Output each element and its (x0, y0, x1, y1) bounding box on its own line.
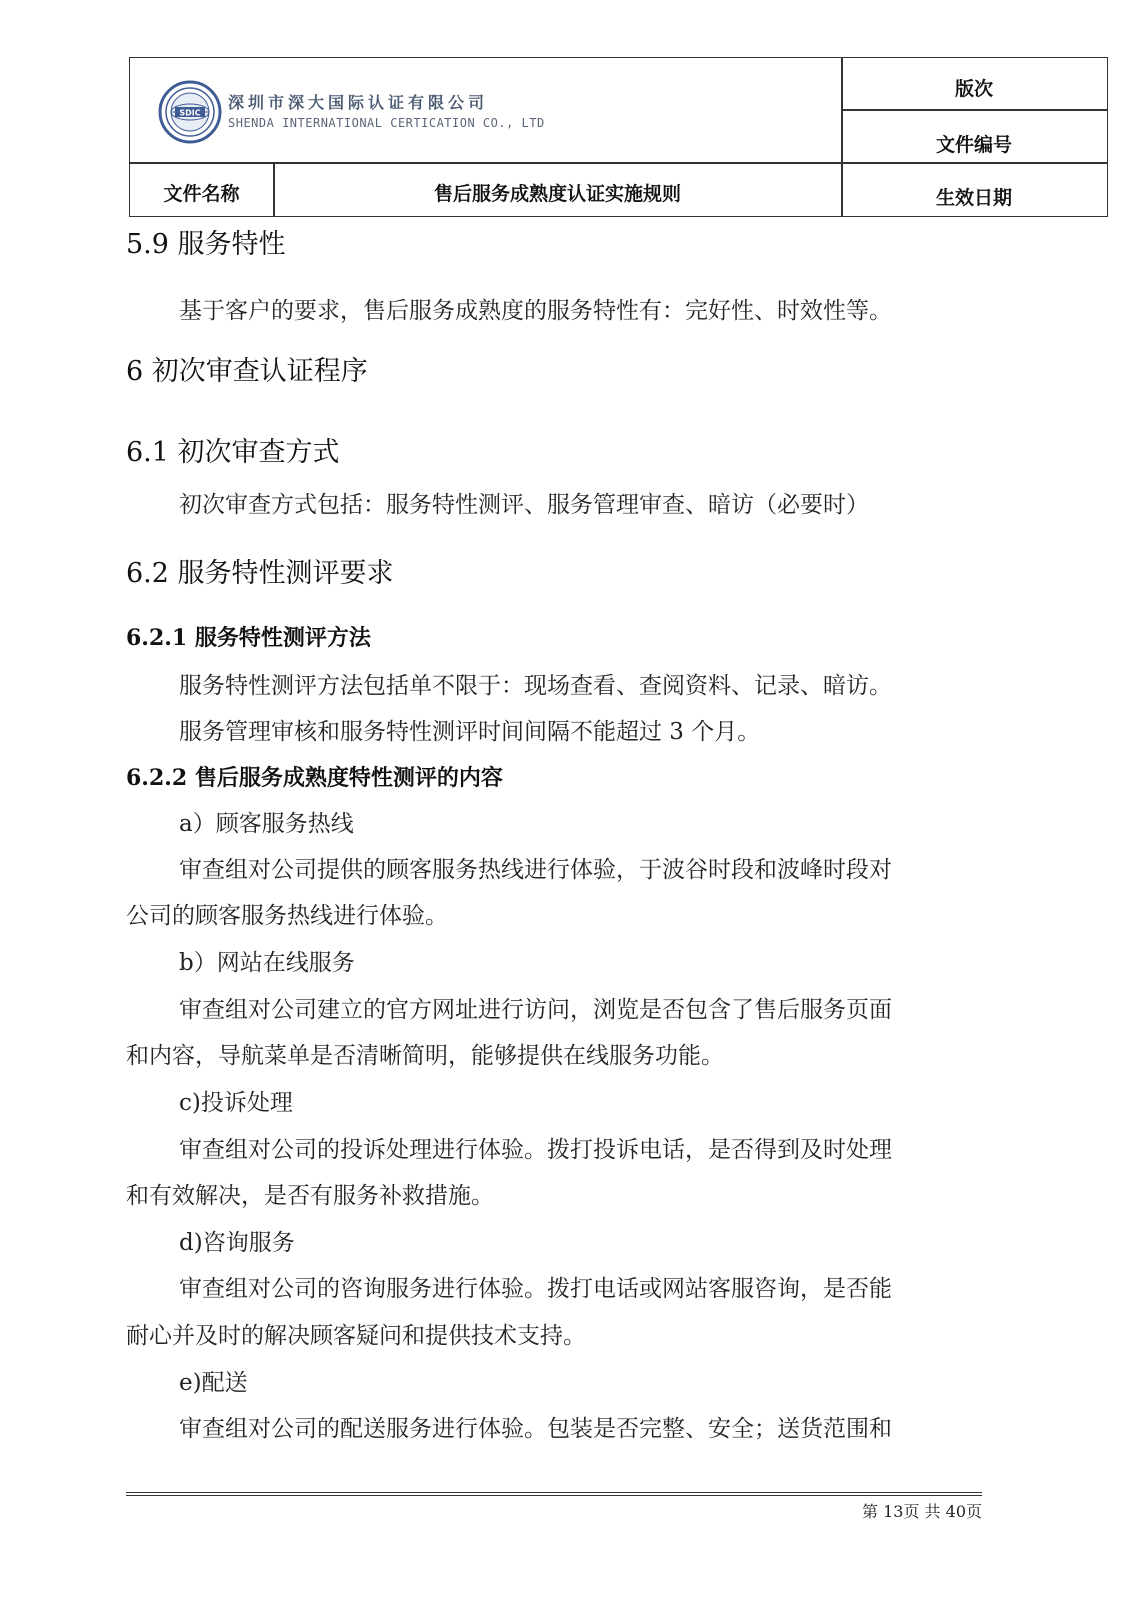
paragraph: 和内容，导航菜单是否清晰简明，能够提供在线服务功能。 (126, 1043, 724, 1069)
file-name-label: 文件名称 (163, 183, 240, 205)
company-seal-icon (158, 80, 222, 144)
paragraph: 耐心并及时的解决顾客疑问和提供技术支持。 (126, 1323, 586, 1349)
list-item-title: c)投诉处理 (179, 1090, 293, 1116)
header-divider (130, 162, 1107, 164)
company-name-en: SHENDA INTERNATIONAL CERTICATION CO., LTD (228, 116, 545, 130)
list-item-title: a）顾客服务热线 (179, 811, 354, 837)
company-name-cn: 深圳市深大国际认证有限公司 (228, 93, 489, 112)
paragraph: 审查组对公司的咨询服务进行体验。拨打电话或网站客服咨询，是否能 (179, 1276, 892, 1302)
svg-text:SDIC: SDIC (179, 108, 201, 118)
paragraph: 初次审查方式包括：服务特性测评、服务管理审查、暗访（必要时） (179, 492, 869, 518)
list-item-title: e)配送 (179, 1370, 248, 1396)
paragraph: 公司的顾客服务热线进行体验。 (126, 903, 448, 929)
header-divider (841, 109, 1107, 111)
section-heading-6-2-1: 6.2.1 服务特性测评方法 (126, 625, 371, 651)
list-item-title: d)咨询服务 (179, 1230, 295, 1256)
section-heading-6-2-2: 6.2.2 售后服务成熟度特性测评的内容 (126, 765, 503, 791)
file-name-value: 售后服务成熟度认证实施规则 (433, 183, 681, 205)
section-heading-6-2: 6.2 服务特性测评要求 (126, 558, 394, 589)
paragraph: 服务特性测评方法包括单不限于：现场查看、查阅资料、记录、暗访。 (179, 673, 892, 699)
document-header-table (129, 57, 1108, 217)
footer-rule (126, 1495, 982, 1496)
section-heading-6-1: 6.1 初次审查方式 (126, 437, 340, 468)
page-number: 第 13页 共 40页 (862, 1502, 982, 1521)
paragraph: 和有效解决，是否有服务补救措施。 (126, 1183, 494, 1209)
list-item-title: b）网站在线服务 (179, 950, 355, 976)
paragraph: 服务管理审核和服务特性测评时间间隔不能超过 3 个月。 (179, 719, 761, 745)
paragraph: 审查组对公司建立的官方网址进行访问，浏览是否包含了售后服务页面 (179, 997, 892, 1023)
company-logo (158, 80, 838, 150)
paragraph: 审查组对公司提供的顾客服务热线进行体验，于波谷时段和波峰时段对 (179, 857, 892, 883)
paragraph: 基于客户的要求，售后服务成熟度的服务特性有：完好性、时效性等。 (179, 298, 892, 324)
version-label: 版次 (954, 78, 993, 100)
effective-date-label: 生效日期 (935, 187, 1012, 209)
footer-rule (126, 1492, 982, 1493)
paragraph: 审查组对公司的配送服务进行体验。包装是否完整、安全；送货范围和 (179, 1416, 892, 1442)
section-heading-6: 6 初次审查认证程序 (126, 356, 368, 387)
section-heading-5-9: 5.9 服务特性 (126, 229, 286, 260)
doc-number-label: 文件编号 (935, 134, 1012, 156)
paragraph: 审查组对公司的投诉处理进行体验。拨打投诉电话，是否得到及时处理 (179, 1137, 892, 1163)
